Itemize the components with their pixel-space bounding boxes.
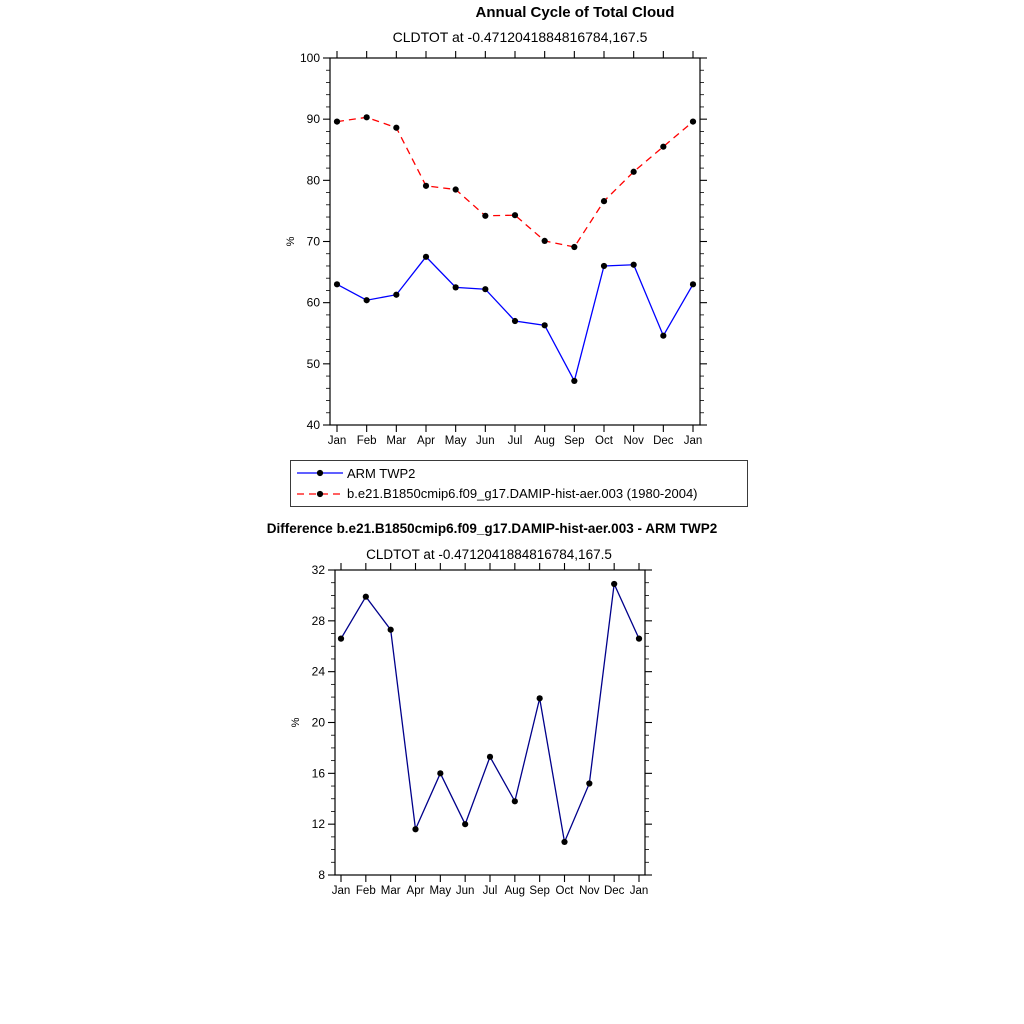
data-point <box>482 213 488 219</box>
data-point <box>423 183 429 189</box>
x-tick-label: Oct <box>595 435 613 447</box>
x-tick-label: Apr <box>406 885 425 897</box>
data-point <box>512 318 518 324</box>
x-tick-label: Feb <box>355 885 376 897</box>
legend-line-sample <box>295 465 345 481</box>
x-tick-label: Dec <box>653 435 674 447</box>
data-point <box>412 826 418 832</box>
data-point <box>660 144 666 150</box>
data-point <box>364 297 370 303</box>
series-line <box>337 117 693 247</box>
x-tick-label: Jun <box>476 435 495 447</box>
x-tick-label: Apr <box>417 435 435 447</box>
y-tick-label: 32 <box>311 563 325 577</box>
data-point <box>631 169 637 175</box>
data-point <box>437 770 443 776</box>
data-point <box>631 262 637 268</box>
x-tick-label: Sep <box>529 885 550 897</box>
x-tick-label: Jan <box>331 885 351 897</box>
data-point <box>601 263 607 269</box>
data-point <box>571 378 577 384</box>
chart1-plot <box>280 48 720 458</box>
legend-entry <box>295 484 743 505</box>
legend <box>290 460 748 507</box>
data-point <box>660 333 666 339</box>
x-tick-label: Mar <box>386 435 407 447</box>
series-line <box>341 584 639 842</box>
chart2-subtitle: CLDTOT at -0.4712041884816784,167.5 <box>366 547 612 562</box>
chart1-title: Annual Cycle of Total Cloud <box>475 4 675 21</box>
y-tick-label: 70 <box>306 234 320 249</box>
x-tick-label: Feb <box>356 435 377 447</box>
legend-entry <box>295 463 743 484</box>
data-point <box>512 798 518 804</box>
x-tick-label: Nov <box>579 885 600 897</box>
y-tick-label: 40 <box>306 418 320 432</box>
x-tick-label: Jan <box>327 435 347 447</box>
plot-frame <box>330 58 700 425</box>
data-point <box>364 114 370 120</box>
data-point <box>393 292 399 298</box>
chart1-subtitle: CLDTOT at -0.4712041884816784,167.5 <box>392 29 648 45</box>
x-tick-label: Mar <box>380 885 401 897</box>
data-point <box>690 119 696 125</box>
data-point <box>388 627 394 633</box>
data-point <box>462 821 468 827</box>
y-tick-label: 24 <box>311 664 325 679</box>
y-tick-label: 16 <box>311 766 325 781</box>
data-point <box>542 322 548 328</box>
data-point <box>561 839 567 845</box>
x-tick-label: Nov <box>623 435 644 447</box>
data-point <box>537 695 543 701</box>
data-point <box>338 636 344 642</box>
legend-entry-label: ARM TWP2 <box>347 465 416 481</box>
x-tick-label: May <box>429 885 452 897</box>
x-tick-label: Jan <box>683 435 703 447</box>
y-tick-label: 20 <box>311 715 325 730</box>
plot-frame <box>335 570 645 875</box>
data-point <box>586 780 592 786</box>
data-point <box>512 212 518 218</box>
y-axis-label: % <box>290 717 302 728</box>
x-tick-label: Jan <box>629 885 649 897</box>
y-axis-label: % <box>285 236 297 247</box>
chart2-plot <box>278 556 688 906</box>
data-point <box>453 186 459 192</box>
y-tick-label: 50 <box>306 356 320 371</box>
x-tick-label: Sep <box>564 435 585 447</box>
data-point <box>423 254 429 260</box>
x-tick-label: Dec <box>603 885 625 897</box>
data-point <box>393 125 399 131</box>
y-tick-label: 12 <box>311 817 325 832</box>
x-tick-label: Jul <box>482 885 498 897</box>
y-tick-label: 8 <box>318 868 325 882</box>
y-tick-label: 90 <box>306 112 320 127</box>
data-point <box>636 636 642 642</box>
y-tick-label: 60 <box>306 295 320 310</box>
data-point <box>487 754 493 760</box>
data-point <box>601 198 607 204</box>
data-point <box>334 119 340 125</box>
data-point <box>611 581 617 587</box>
y-tick-label: 100 <box>299 51 320 65</box>
data-point <box>690 281 696 287</box>
x-tick-label: Oct <box>555 885 574 897</box>
data-point <box>571 244 577 250</box>
data-point <box>334 281 340 287</box>
x-tick-label: Jul <box>507 435 523 447</box>
data-point <box>453 284 459 290</box>
data-point <box>542 238 548 244</box>
x-tick-label: Aug <box>534 435 555 447</box>
y-tick-label: 80 <box>306 173 320 188</box>
legend-entry-label: b.e21.B1850cmip6.f09_g17.DAMIP-hist-aer.003 (1980-2004) <box>347 486 698 502</box>
data-point <box>482 286 488 292</box>
data-point <box>363 594 369 600</box>
x-tick-label: May <box>444 435 467 447</box>
x-tick-label: Jun <box>455 885 475 897</box>
chart2-title: Difference b.e21.B1850cmip6.f09_g17.DAMIP-hist-aer.003 - ARM TWP2 <box>266 521 718 536</box>
legend-line-sample <box>295 486 345 502</box>
x-tick-label: Aug <box>504 885 526 897</box>
y-tick-label: 28 <box>311 613 325 628</box>
